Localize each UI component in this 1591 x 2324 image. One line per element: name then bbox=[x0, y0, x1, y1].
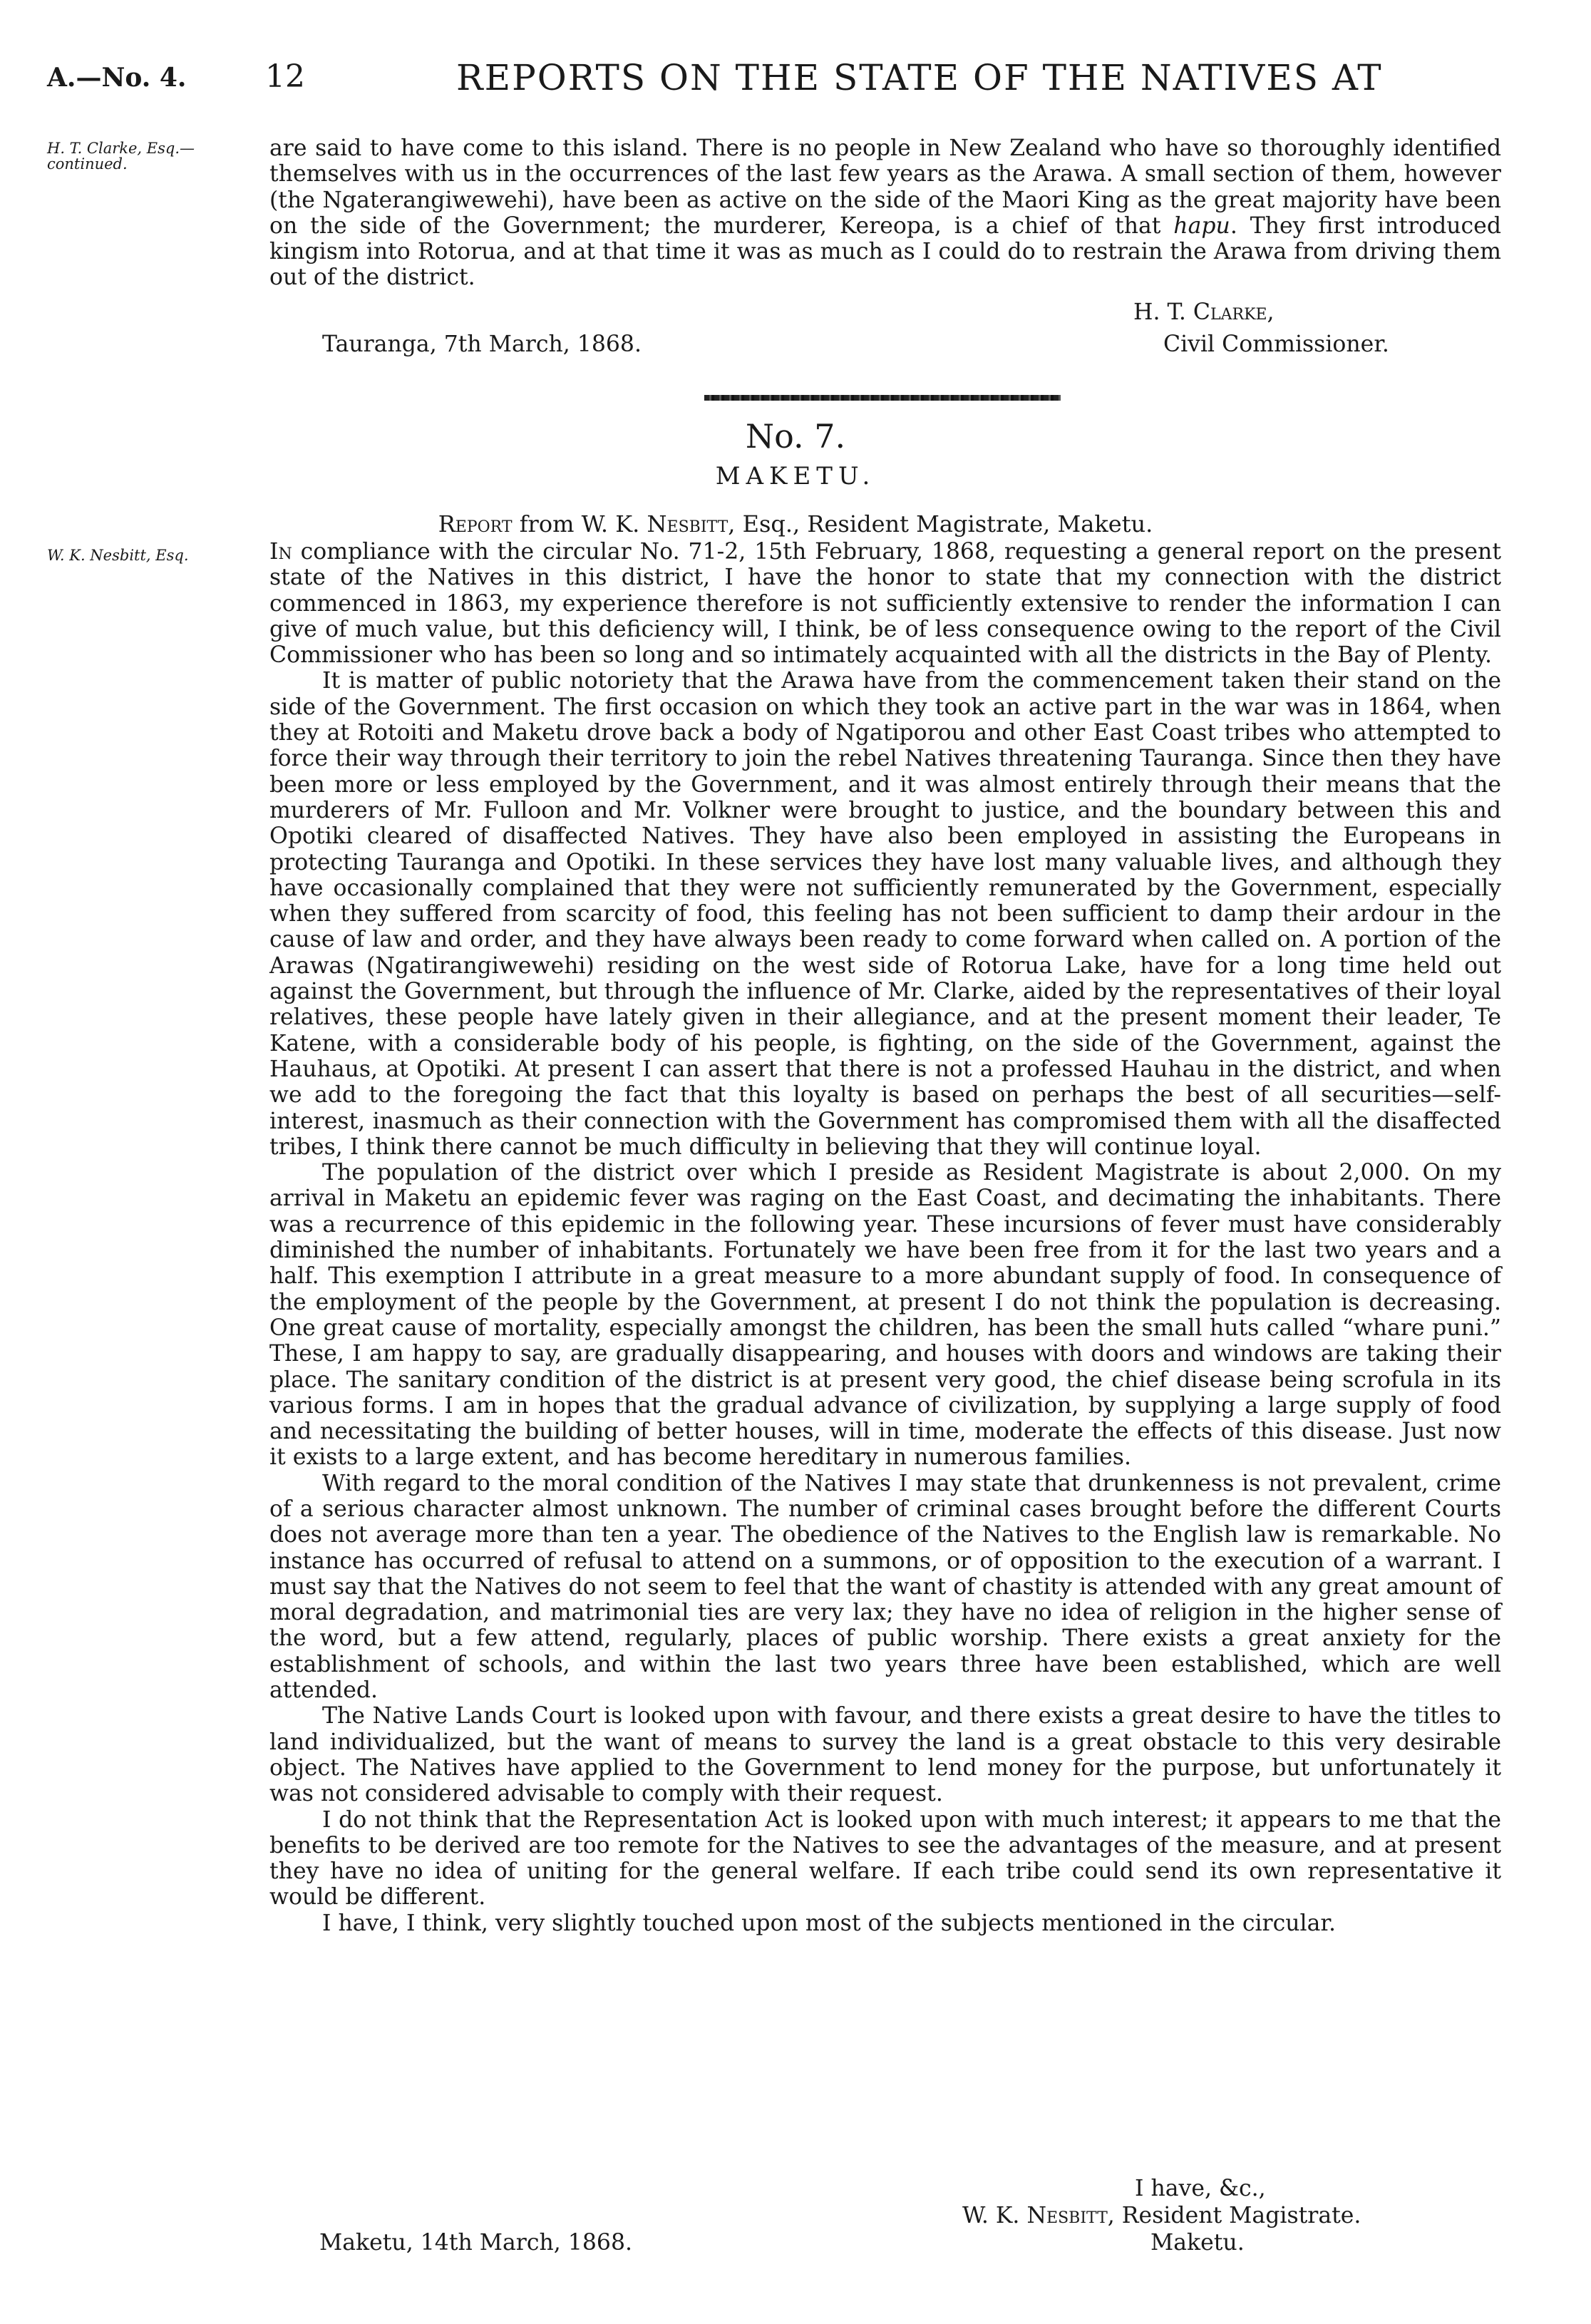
closing-salutation: I have, &c., bbox=[1135, 2176, 1266, 2201]
section-divider bbox=[704, 395, 1061, 401]
paragraph: In compliance with the circular No. 71-2, 15th February, 1868, requesting a general report on the present state of the Natives in this district, I have the honor to state that my connection with the district commenced in 1863, my experience therefore is not sufficiently extensive to render the information I can give of much value, but this deficiency will, I think, be of less consequence owing to the report of the Civil Commissioner who has been so long and so intimately acquainted with all the districts in the Bay of Plenty. bbox=[269, 539, 1501, 669]
italic-word: hapu bbox=[1173, 212, 1230, 239]
paragraph: With regard to the moral condition of the Natives I may state that drunkenness is not prevalent, crime of a serious character almost unknown. The number of criminal cases brought before the different Courts does not average more than ten a year. The obedience of the Natives to the English law is remarkable. No instance has occurred of refusal to attend on a summons, or of opposition to the execution of a warrant. I must say that the Natives do not seem to feel that the want of chastity is attended with any great amount of moral degradation, and matrimonial ties are very lax; they have no idea of religion in the higher sense of the word, but a few attend, regularly, places of public worship. There exists a great anxiety for the establishment of schools, and within the last two years three have been established, which are well attended. bbox=[269, 1470, 1501, 1704]
paragraph-text: . They first introduced kingism into Rotorua, and at that time it was as much as I could do to restrain the Arawa from driving them out of the district. bbox=[269, 212, 1501, 291]
running-title: REPORTS ON THE STATE OF THE NATIVES AT bbox=[456, 57, 1383, 98]
page-header bbox=[0, 56, 1591, 106]
margin-note-clarke bbox=[47, 140, 261, 172]
paragraph: The population of the district over which I preside as Resident Magistrate is about 2,000. On my arrival in Maketu an epidemic fever was raging on the East Coast, and decimating the inhabitants. There was a recurrence of this epidemic in the following year. These incursions of fever must have considerably diminished the number of inhabitants. Fortunately we have been free from it for the last two years and a half. This exemption I attribute in a great measure to a more abundant supply of food. In consequence of the employment of the people by the Government, at present I do not think the population is decreasing. One great cause of mortality, especially amongst the children, has been the small huts called “whare puni.” These, I am happy to say, are gradually disappearing, and houses with doors and windows are taking their place. The sanitary condition of the district is at present very good, the chief disease being scrofula in its various forms. I am in hopes that the gradual advance of civilization, by supplying a large supply of food and necessitating the building of better houses, will in time, moderate the effects of this disease. Just now it exists to a large extent, and has become hereditary in numerous families. bbox=[269, 1160, 1501, 1471]
nesbitt-signature: W. K. Nesbitt, Resident Magistrate. bbox=[962, 2203, 1361, 2228]
page-number: 12 bbox=[265, 58, 305, 95]
clarke-signature-name: H. T. Clarke, bbox=[1133, 299, 1275, 325]
paragraph: It is matter of public notoriety that the Arawa have from the commencement taken their stand on the side of the Government. The first occasion on which they took an active part in the war was in 1864, when they at Rotoiti and Maketu drove back a body of Ngatiporou and other East Coast tribes who attempted to force their way through their territory to join the rebel Natives threatening Tauranga. Since then they have been more or less employed by the Government, and it was almost entirely through their means that the murderers of Mr. Fulloon and Mr. Volkner were brought to justice, and the boundary between this and Opotiki cleared of disaffected Natives. They have also been employed in assisting the Europeans in protecting Tauranga and Opotiki. In these services they have lost many valuable lives, and although they have occasionally complained that they were not sufficiently remunerated by the Government, especially when they suffered from scarcity of food, this feeling has not been sufficient to damp their ardour in the cause of law and order, and they have always been ready to come forward when called on. A portion of the Arawas (Ngatirangiwewehi) residing on the west side of Rotorua Lake, have for a long time held out against the Government, but through the influence of Mr. Clarke, aided by the representatives of their loyal relatives, these people have lately given in their allegiance, and at the present moment their leader, Te Katene, with a considerable body of his people, is fighting, on the side of the Government, against the Hauhaus, at Opotiki. At present I can assert that there is not a professed Hauhau in the district, and when we add to the foregoing the fact that this loyalty is based on perhaps the best of all securities—self-interest, inasmuch as their connection with the Government has compromised them with all the disaffected tribes, I think there cannot be much difficulty in believing that they will continue loyal. bbox=[269, 668, 1501, 1160]
paragraph-text: are said to have come to this island. There is no people in New Zealand who have so thoroughly identified themselves with us in the occurrences of the last few years as the Arawa. A small section of them, however (the Ngaterangiwewehi), have been as active on the side of the Maori King as the great majority have been on the side of the Government; the murderer, Kereopa, is a chief of that bbox=[269, 135, 1501, 239]
margin-note-line: continued. bbox=[47, 155, 128, 173]
clarke-place-date: Tauranga, 7th March, 1868. bbox=[322, 331, 642, 357]
report-body bbox=[269, 539, 1501, 1936]
paragraph: I have, I think, very slightly touched upon most of the subjects mentioned in the circular. bbox=[322, 1910, 1337, 1936]
report-byline: Report from W. K. Nesbitt, Esq., Resident Magistrate, Maketu. bbox=[438, 510, 1153, 538]
clarke-signature-title: Civil Commissioner. bbox=[1163, 331, 1389, 357]
report-place-heading: MAKETU. bbox=[715, 462, 876, 490]
nesbitt-signature-place: Maketu. bbox=[1150, 2230, 1245, 2256]
margin-note-line: H. T. Clarke, Esq.— bbox=[47, 140, 195, 157]
paragraph: I do not think that the Representation Act is looked upon with much interest; it appears to me that the benefits to be derived are too remote for the Natives to see the advantages of the measure, and at present they have no idea of uniting for the general welfare. If each tribe could send its own representative it would be different. bbox=[269, 1806, 1501, 1911]
paragraph: The Native Lands Court is looked upon with favour, and there exists a great desire to have the titles to land individualized, but the want of means to survey the land is a great obstacle to this very desirable object. The Natives have applied to the Government to lend money for the purpose, but unfortunately it was not considered advisable to comply with their request. bbox=[269, 1703, 1501, 1807]
clarke-paragraph bbox=[269, 135, 1501, 291]
margin-note-nesbitt: W. K. Nesbitt, Esq. bbox=[47, 547, 189, 564]
drop-cap: In bbox=[269, 539, 292, 565]
document-reference: A.—No. 4. bbox=[47, 63, 187, 93]
report-number: No. 7. bbox=[745, 417, 846, 456]
nesbitt-place-date: Maketu, 14th March, 1868. bbox=[319, 2230, 633, 2256]
